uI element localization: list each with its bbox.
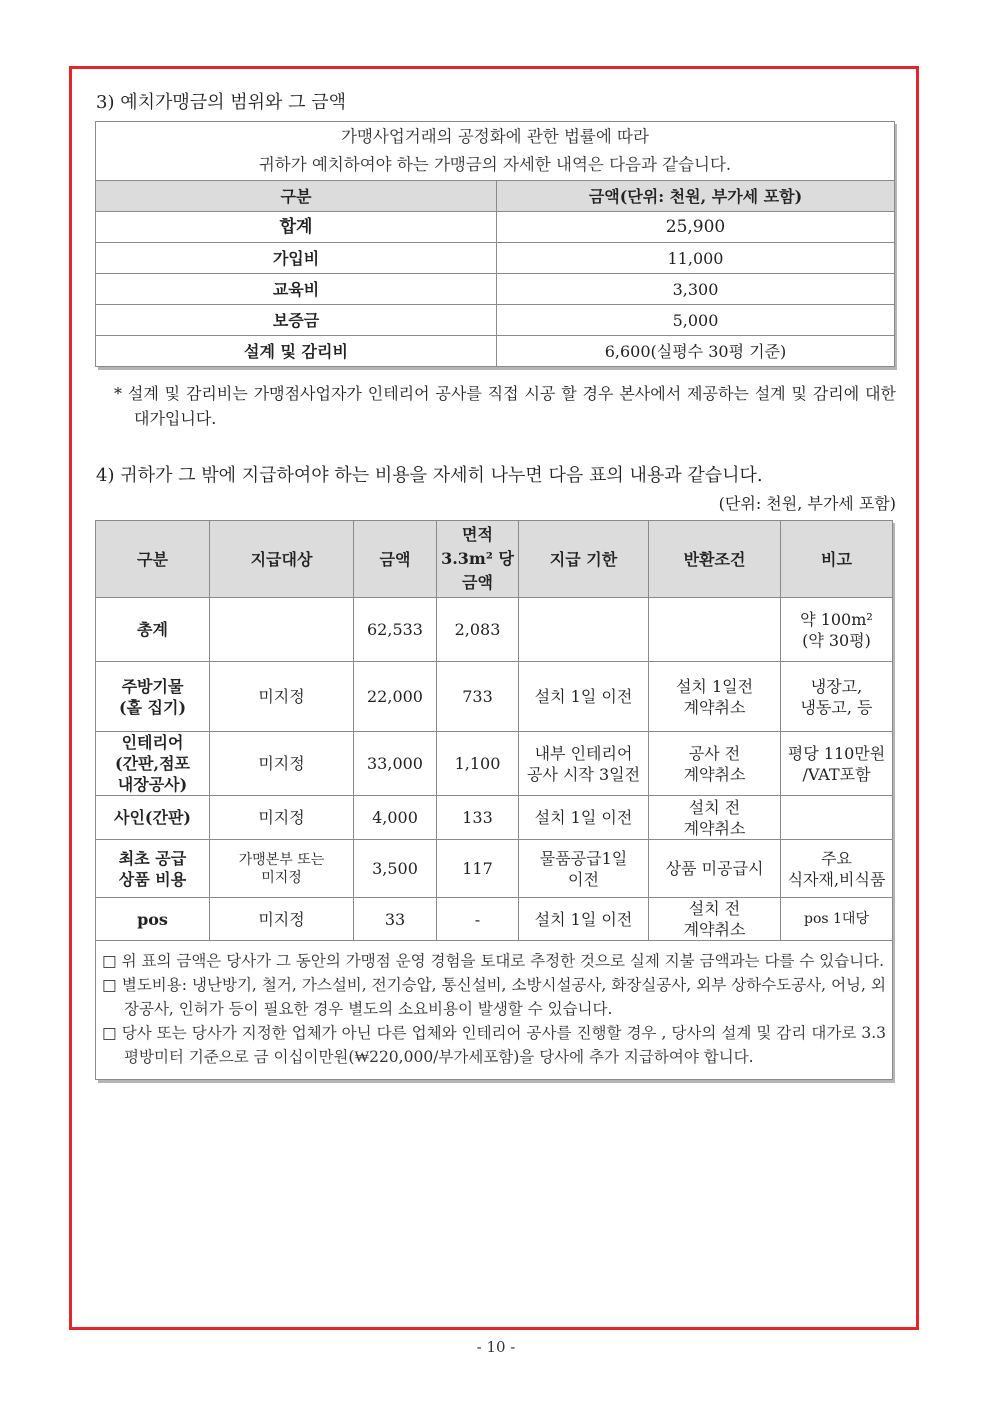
cost-refund-line: 계약취소	[683, 818, 746, 838]
cost-refund	[649, 898, 781, 941]
cost-name	[96, 662, 210, 732]
header-deadline: 지급 기한	[519, 521, 649, 598]
cost-payee-line: 가맹본부 또는	[238, 851, 325, 868]
table-row	[96, 662, 893, 732]
cost-deadline-line: 설치 1일 이전	[534, 687, 633, 706]
cost-deadline	[519, 796, 649, 840]
cost-per-area: 733	[437, 662, 519, 732]
cost-remark	[781, 796, 893, 840]
cost-amount: 62,533	[354, 598, 437, 662]
cost-remark-line: 식자재,비식품	[787, 869, 886, 889]
header-category: 구분	[96, 521, 210, 598]
cost-per-area: -	[437, 898, 519, 941]
cost-deadline	[519, 598, 649, 662]
cost-remark	[781, 840, 893, 898]
cost-name-line: (홀 집기)	[118, 697, 187, 717]
cost-payee	[210, 898, 354, 941]
cost-payee	[210, 598, 354, 662]
row-label: 가입비	[96, 243, 497, 274]
row-label: 설계 및 감리비	[96, 336, 497, 367]
cost-refund	[649, 732, 781, 796]
cost-remark	[781, 662, 893, 732]
cost-refund-line: 설치 1일전	[675, 676, 754, 696]
cost-payee	[210, 796, 354, 840]
row-value: 3,300	[497, 274, 895, 305]
cost-deadline-line: 공사 시작 3일전	[526, 764, 641, 784]
header-refund: 반환조건	[649, 521, 781, 598]
deposit-footnote: * 설계 및 감리비는 가맹점사업자가 인테리어 공사를 직접 시공 할 경우 본사에서 제공하는 설계 및 감리에 대한 대가입니다.	[114, 384, 896, 428]
deposit-table-intro	[96, 122, 895, 181]
cost-deadline-line: 물품공급1일	[539, 848, 628, 868]
cost-deadline	[519, 898, 649, 941]
cost-refund-line: 계약취소	[683, 697, 746, 717]
note-item: □ 별도비용: 냉난방기, 철거, 가스설비, 전기승압, 통신설비, 소방시설공사, 화장실공사, 외부 상하수도공사, 어닝, 외장공사, 인허가 등이 필요한 경우 별도의 소요비용이 발생할 수 있습니다.	[102, 976, 886, 1018]
cost-refund	[649, 796, 781, 840]
cost-amount: 22,000	[354, 662, 437, 732]
row-label: 보증금	[96, 305, 497, 336]
deposit-table-container	[95, 121, 894, 367]
header-amount: 금액	[354, 521, 437, 598]
cost-remark-line: (약 30평)	[802, 630, 871, 650]
cost-remark-line: 주요	[821, 848, 852, 868]
cost-remark-line: 냉동고, 등	[800, 697, 873, 717]
row-label: 합계	[96, 212, 497, 243]
cost-per-area: 2,083	[437, 598, 519, 662]
cost-deadline-line: 내부 인테리어	[534, 743, 633, 763]
table-row	[96, 898, 893, 941]
cost-name-line: (간판,점포	[115, 754, 190, 773]
cost-payee	[210, 840, 354, 898]
section-3-title: 3) 예치가맹금의 범위와 그 금액	[96, 92, 347, 113]
cost-name-line: pos	[137, 909, 168, 929]
table-row	[96, 796, 893, 840]
cost-name-line: 총계	[137, 620, 168, 639]
cost-remark-line: /VAT포함	[802, 764, 871, 784]
row-value: 25,900	[497, 212, 895, 243]
cost-deadline-line: 설치 1일 이전	[534, 808, 633, 827]
cost-payee-line: 미지정	[261, 869, 302, 886]
cost-deadline	[519, 662, 649, 732]
cost-payee	[210, 732, 354, 796]
table-row	[96, 274, 895, 305]
header-category: 구분	[96, 181, 497, 212]
cost-name	[96, 598, 210, 662]
page-number: - 10 -	[476, 1338, 516, 1356]
cost-deadline-line: 설치 1일 이전	[534, 909, 633, 929]
header-remark: 비고	[781, 521, 893, 598]
row-value: 5,000	[497, 305, 895, 336]
intro-line-2: 귀하가 예치하여야 하는 가맹금의 자세한 내역은 다음과 같습니다.	[258, 155, 732, 174]
cost-deadline-line: 이전	[568, 869, 599, 889]
cost-deadline	[519, 840, 649, 898]
cost-name-line: 내장공사)	[117, 775, 188, 794]
header-area-line1: 면적	[462, 525, 493, 544]
cost-amount: 33,000	[354, 732, 437, 796]
cost-remark-line: 평당 110만원	[787, 743, 886, 763]
cost-refund-line: 계약취소	[683, 764, 746, 784]
cost-amount: 33	[354, 898, 437, 941]
cost-remark-line: 냉장고,	[810, 676, 863, 696]
cost-refund-line: 계약취소	[683, 920, 746, 939]
table-row	[96, 598, 893, 662]
cost-refund	[649, 662, 781, 732]
cost-name	[96, 898, 210, 941]
note-item: □ 위 표의 금액은 당사가 그 동안의 가맹점 운영 경험을 토대로 추정한 것으로 실제 지불 금액과는 다를 수 있습니다.	[102, 952, 885, 970]
cost-name-line: 최초 공급	[118, 848, 187, 868]
cost-name-line: 상품 비용	[118, 869, 187, 889]
header-area-line3: 금액	[462, 573, 493, 592]
table-row	[96, 840, 893, 898]
cost-name-line: 사인(간판)	[114, 808, 191, 827]
other-costs-table-container	[95, 520, 892, 1080]
intro-line-1: 가맹사업거래의 공정화에 관한 법률에 따라	[341, 127, 649, 146]
cost-name	[96, 732, 210, 796]
cost-per-area: 133	[437, 796, 519, 840]
unit-label: (단위: 천원, 부가세 포함)	[718, 494, 896, 513]
cost-notes	[96, 941, 893, 1080]
row-value: 11,000	[497, 243, 895, 274]
cost-payee-line: 미지정	[258, 687, 305, 706]
table-row	[96, 336, 895, 367]
cost-name-line: 주방기물	[121, 676, 184, 696]
table-row	[96, 243, 895, 274]
cost-amount: 3,500	[354, 840, 437, 898]
cost-name-line: 인테리어	[121, 733, 184, 752]
cost-per-area: 1,100	[437, 732, 519, 796]
cost-refund	[649, 840, 781, 898]
cost-remark-line: 약 100m²	[800, 609, 873, 629]
table-row	[96, 732, 893, 796]
row-value: 6,600(실평수 30평 기준)	[497, 336, 895, 367]
cost-payee	[210, 662, 354, 732]
cost-payee-line: 미지정	[258, 909, 305, 929]
cost-refund-line: 설치 전	[688, 899, 741, 918]
cost-payee-line: 미지정	[258, 754, 305, 773]
cost-deadline	[519, 732, 649, 796]
cost-name	[96, 840, 210, 898]
header-area-line2: 3.3m² 당	[441, 549, 514, 568]
other-costs-table	[95, 520, 893, 1080]
cost-remark-line: pos 1대당	[804, 911, 869, 927]
note-item: □ 당사 또는 당사가 지정한 업체가 아닌 다른 업체와 인테리어 공사를 진행할 경우 , 당사의 설계 및 감리 대가로 3.3평방미터 기준으로 금 이십이만원(₩220,000/부가세포함)을 당사에 추가 지급하여야 합니다.	[102, 1024, 886, 1066]
cost-amount: 4,000	[354, 796, 437, 840]
cost-remark	[781, 732, 893, 796]
table-row	[96, 305, 895, 336]
header-amount: 금액(단위: 천원, 부가세 포함)	[497, 181, 895, 212]
cost-refund-line: 공사 전	[688, 743, 741, 763]
cost-per-area: 117	[437, 840, 519, 898]
cost-name	[96, 796, 210, 840]
cost-refund	[649, 598, 781, 662]
cost-remark	[781, 598, 893, 662]
cost-remark	[781, 898, 893, 941]
section-4-title: 4) 귀하가 그 밖에 지급하여야 하는 비용을 자세히 나누면 다음 표의 내용과 같습니다.	[96, 465, 763, 486]
cost-refund-line: 설치 전	[688, 797, 741, 817]
deposit-table	[95, 121, 895, 367]
header-payee: 지급대상	[210, 521, 354, 598]
cost-refund-line: 상품 미공급시	[665, 859, 764, 878]
header-area-amount	[437, 521, 519, 598]
row-label: 교육비	[96, 274, 497, 305]
table-row	[96, 212, 895, 243]
cost-payee-line: 미지정	[258, 808, 305, 827]
